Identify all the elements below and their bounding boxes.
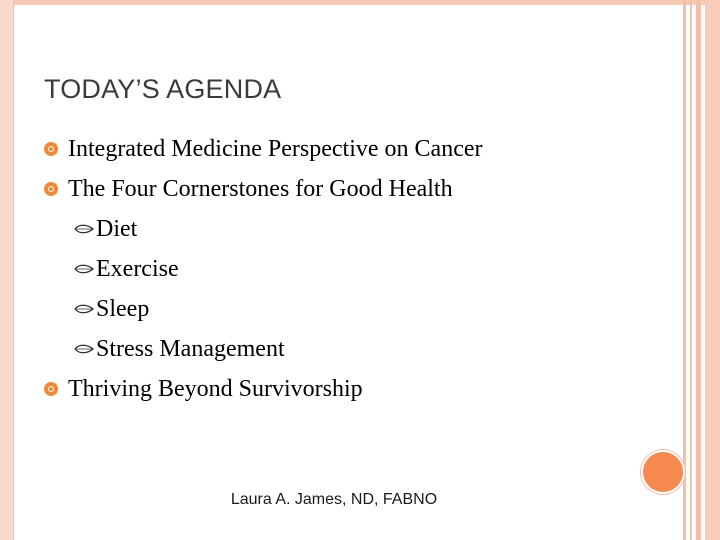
top-border [0, 0, 720, 5]
target-circle-icon [44, 382, 58, 396]
leaf-icon [74, 224, 94, 234]
slide-title: TODAY’S AGENDA [44, 74, 282, 104]
agenda-subitem [44, 211, 483, 251]
slide-footer: Laura A. James, ND, FABNO [230, 491, 438, 508]
agenda-subitem [44, 331, 483, 371]
agenda-subitem [44, 291, 483, 331]
agenda-subitem-text: Stress Management [96, 336, 285, 362]
leaf-icon [74, 264, 94, 274]
right-rail [696, 0, 701, 540]
agenda-item [44, 131, 483, 171]
right-rail [683, 0, 686, 540]
agenda-subitem-text: Diet [96, 216, 138, 242]
agenda-item-text: The Four Cornerstones for Good Health [68, 176, 453, 202]
agenda-item-text: Thriving Beyond Survivorship [68, 376, 363, 402]
agenda-item-text: Integrated Medicine Perspective on Cancer [68, 136, 483, 162]
agenda-item [44, 171, 483, 211]
agenda-subitem-text: Exercise [96, 256, 179, 282]
target-circle-icon [44, 182, 58, 196]
decorative-circle [641, 450, 685, 494]
agenda-subitem [44, 251, 483, 291]
leaf-icon [74, 344, 94, 354]
right-rail [690, 0, 692, 540]
agenda-list [44, 131, 483, 411]
left-border [0, 0, 14, 540]
agenda-subitem-text: Sleep [96, 296, 150, 322]
right-rail [705, 0, 720, 540]
target-circle-icon [44, 142, 58, 156]
leaf-icon [74, 304, 94, 314]
agenda-item [44, 371, 483, 411]
